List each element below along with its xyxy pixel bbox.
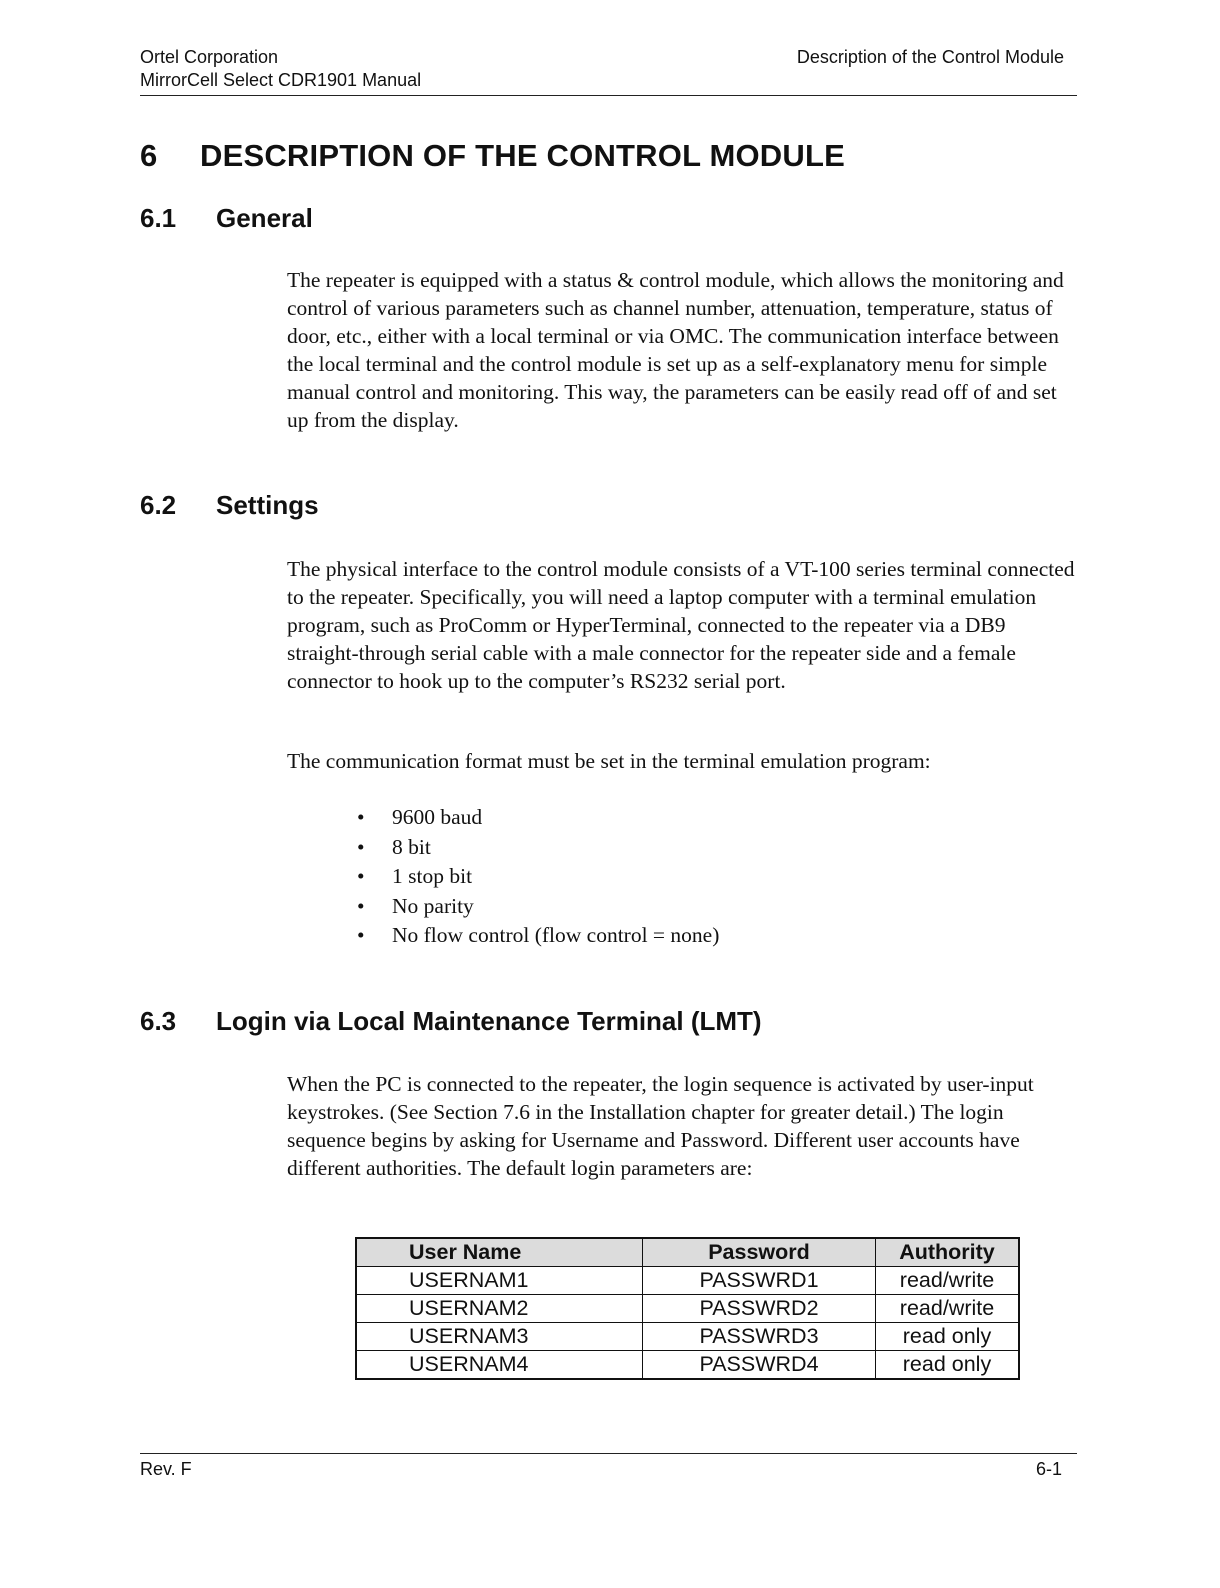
table-row [356, 1295, 1019, 1323]
password-cell: PASSWRD1 [643, 1267, 876, 1295]
password-cell: PASSWRD2 [643, 1295, 876, 1323]
communication-format-list [355, 803, 719, 951]
column-header: User Name [356, 1238, 643, 1267]
authority-cell: read/write [876, 1267, 1020, 1295]
username-cell: USERNAM1 [356, 1267, 643, 1295]
settings-paragraph: The physical interface to the control module consists of a VT-100 series terminal connected to the repeater. Specifically, you will need a laptop computer with a terminal emulation program, such as ProComm or HyperTerminal, connected to the repeater via a DB9 straight-through serial cable with a male connector for the repeater side and a female connector to hook up to the computer’s RS232 serial port. [287, 557, 1075, 693]
table-row [356, 1323, 1019, 1351]
section-title: General [216, 203, 313, 233]
authority-cell: read only [876, 1323, 1020, 1351]
running-header-section: Description of the Control Module [796, 47, 1064, 67]
chapter-title: DESCRIPTION OF THE CONTROL MODULE [200, 138, 845, 173]
company-name: Ortel Corporation [140, 47, 279, 67]
column-header: Authority [876, 1238, 1020, 1267]
section-title: Settings [216, 490, 319, 520]
list-item: • No parity [355, 892, 719, 922]
chapter-heading [140, 138, 845, 174]
section-heading-general [140, 203, 313, 234]
password-cell: PASSWRD3 [643, 1323, 876, 1351]
revision-label: Rev. F [140, 1459, 192, 1479]
username-cell: USERNAM3 [356, 1323, 643, 1351]
list-item: • 1 stop bit [355, 862, 719, 892]
list-item: • 9600 baud [355, 803, 719, 833]
list-item: • 8 bit [355, 833, 719, 863]
username-cell: USERNAM2 [356, 1295, 643, 1323]
page-number: 6-1 [1035, 1459, 1062, 1479]
username-cell: USERNAM4 [356, 1351, 643, 1380]
general-paragraph: The repeater is equipped with a status & control module, which allows the monitoring and control of various parameters such as channel number, attenuation, temperature, status of door, etc., either with a local terminal or via OMC. The communication interface between the local terminal and the control module is set up as a self-explanatory menu for simple manual control and monitoring. This way, the parameters can be easily read off of and set up from the display. [287, 268, 1064, 432]
footer-divider [140, 1453, 1077, 1454]
table-row [356, 1267, 1019, 1295]
chapter-number: 6 [140, 138, 158, 173]
login-parameters-table [355, 1237, 1020, 1380]
settings-format-intro: The communication format must be set in the terminal emulation program: [287, 749, 931, 773]
manual-title: MirrorCell Select CDR1901 Manual [140, 70, 422, 90]
header-divider [140, 95, 1077, 96]
authority-cell: read only [876, 1351, 1020, 1380]
section-heading-login [140, 1006, 762, 1037]
login-paragraph: When the PC is connected to the repeater, the login sequence is activated by user-input keystrokes. (See Section 7.6 in the Installation chapter for greater detail.) The login sequence begins by asking for Username and Password. Different user accounts have different authorities. The default login parameters are: [287, 1072, 1034, 1180]
section-number: 6.1 [140, 203, 177, 233]
section-title: Login via Local Maintenance Terminal (LMT) [216, 1006, 762, 1036]
column-header: Password [643, 1238, 876, 1267]
table-row [356, 1351, 1019, 1380]
list-item: • No flow control (flow control = none) [355, 921, 719, 951]
section-heading-settings [140, 490, 319, 521]
password-cell: PASSWRD4 [643, 1351, 876, 1380]
running-header-left [140, 46, 421, 92]
section-number: 6.2 [140, 490, 177, 520]
table-header-row [356, 1238, 1019, 1267]
section-number: 6.3 [140, 1006, 177, 1036]
authority-cell: read/write [876, 1295, 1020, 1323]
